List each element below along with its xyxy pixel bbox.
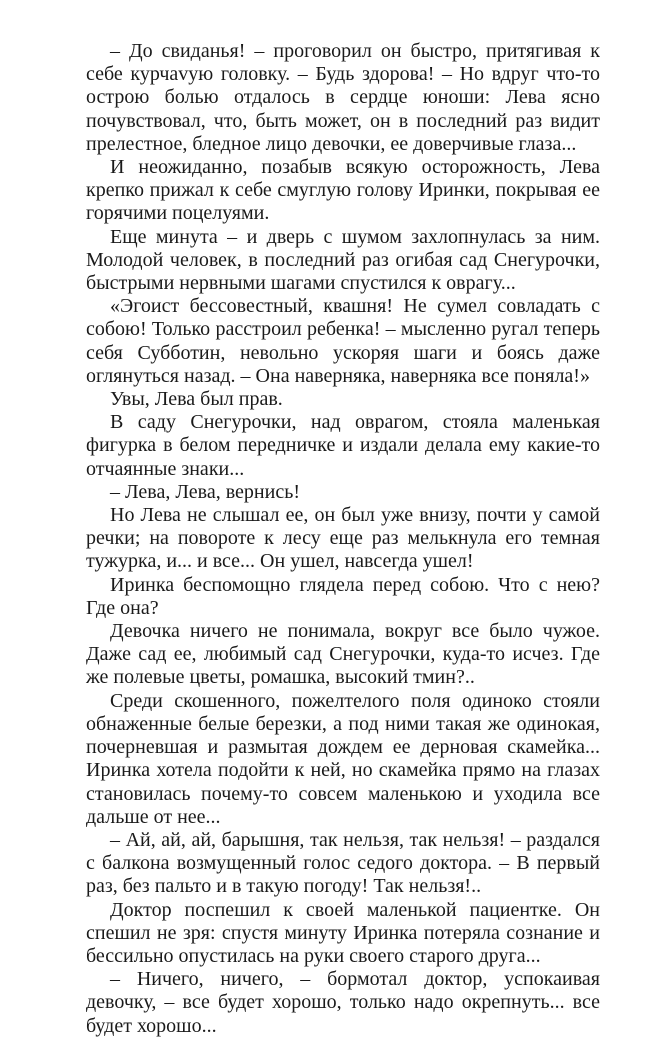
paragraph: – Ничего, ничего, – бормотал доктор, успокаивая девочку, – все будет хорошо, только надо окрепнуть... все будет хорошо... — [86, 968, 600, 1037]
paragraph: Иринка беспомощно глядела перед собою. Что с нею? Где она? — [86, 573, 600, 619]
paragraph: И неожиданно, позабыв всякую осторожность, Лева крепко прижал к себе смуглую голову Иринки, покрывая ее горячими поцелуями. — [86, 156, 600, 225]
text-column — [86, 40, 600, 1038]
paragraph: Девочка ничего не понимала, вокруг все было чужое. Даже сад ее, любимый сад Снегурочки, куда-то исчез. Где же полевые цветы, ромашка, высокий тмин?.. — [86, 620, 600, 689]
paragraph: В саду Снегурочки, над оврагом, стояла маленькая фигурка в белом передничке и издали делала ему какие-то отчаянные знаки... — [86, 411, 600, 480]
paragraph: Но Лева не слышал ее, он был уже внизу, почти у самой речки; на повороте к лесу еще раз мелькнула его темная тужурка, и... и все... Он ушел, навсегда ушел! — [86, 504, 600, 573]
paragraph: Увы, Лева был прав. — [110, 388, 283, 411]
paragraph: Среди скошенного, пожелтелого поля одиноко стояли обнаженные белые березки, а под ними такая же одинокая, почерневшая и размытая дождем ее дерновая скамейка... Иринка хотела подойти к ней, но скамейка прямо на глазах становилась почему-то совсем маленькою и уходила все дальше от нее... — [86, 689, 600, 828]
paragraph: Еще минута – и дверь с шумом захлопнулась за ним. Молодой человек, в последний раз огибая сад Снегурочки, быстрыми нервными шагами спустился к оврагу... — [86, 225, 600, 295]
paragraph: – Ай, ай, ай, барышня, так нельзя, так нельзя! – раздался с балкона возмущенный голос седого доктора. – В первый раз, без пальто и в такую погоду! Так нельзя!.. — [86, 828, 600, 898]
paragraph: – До свиданья! – проговорил он быстро, притягивая к себе курчаvую головку. – Будь здорова! – Но вдруг что-то острою болью отдалось в сердце юноши: Лева ясно почувствовал, что, быть может, он в последний раз видит прелестное, бледное лицо девочки, ее доверчивые глаза... — [86, 40, 600, 155]
paragraph: «Эгоист бессовестный, квашня! Не сумел совладать с собою! Только расстроил ребенка! – мысленно ругал теперь себя Субботин, невольно ускоряя шаги и боясь даже оглянуться назад. – Она наверняка, наверняка все поняла!» — [86, 295, 600, 387]
paragraph: Доктор поспешил к своей маленькой пациентке. Он спешил не зря: спустя минуту Иринка потеряла сознание и бессильно опустилась на руки своего старого друга... — [86, 898, 600, 967]
paragraph: – Лева, Лева, вернись! — [110, 480, 300, 503]
